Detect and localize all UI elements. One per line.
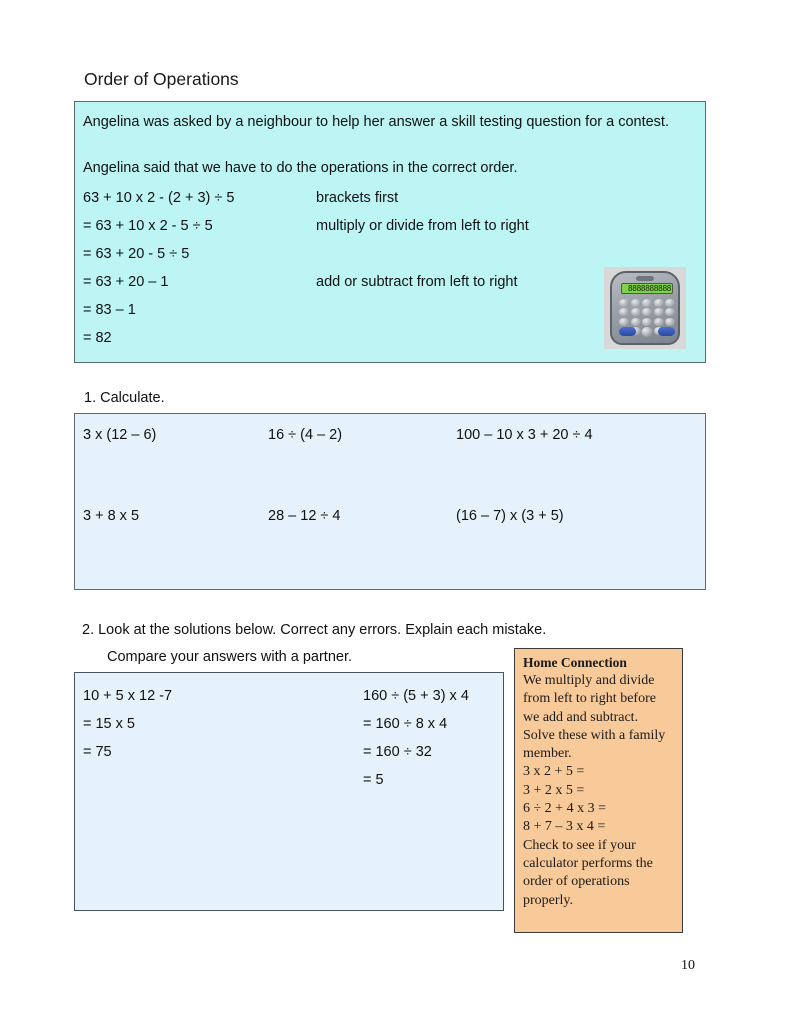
question-2-prompt-line-1: 2. Look at the solutions below. Correct any errors. Explain each mistake. <box>82 622 547 638</box>
worked-step-note: multiply or divide from left to right <box>316 218 529 234</box>
calculator-key <box>654 299 664 307</box>
home-connection-body-2: Solve these with a family member. <box>523 727 666 762</box>
worked-step-row <box>83 244 701 264</box>
solution-column-right <box>363 682 469 794</box>
solution-line: = 160 ÷ 8 x 4 <box>363 716 448 732</box>
calculator-body <box>610 271 680 345</box>
exercise-item: 100 – 10 x 3 + 20 ÷ 4 <box>456 427 593 443</box>
worked-step-note: brackets first <box>316 190 399 206</box>
calculator-key <box>642 318 652 326</box>
question-2-prompt-line-2: Compare your answers with a partner. <box>107 649 352 665</box>
solution-line: 160 ÷ (5 + 3) x 4 <box>363 688 469 704</box>
home-connection-box <box>514 648 683 933</box>
calculator-top-nub <box>636 276 654 281</box>
lesson-paragraph-1: Angelina was asked by a neighbour to help her answer a skill testing question for a contest. <box>83 114 669 130</box>
solution-line: 10 + 5 x 12 -7 <box>83 688 173 704</box>
home-connection-problem: 3 + 2 x 5 = <box>523 782 585 798</box>
calculator-key <box>642 299 652 307</box>
worked-step-expression: = 82 <box>83 330 112 346</box>
calculator-key <box>654 318 664 326</box>
exercise-item: 28 – 12 ÷ 4 <box>268 508 341 524</box>
calculator-bottom-keys <box>619 327 675 338</box>
solution-line: = 5 <box>363 772 384 788</box>
page-title: Order of Operations <box>84 69 239 89</box>
solution-column-left <box>83 682 172 766</box>
solution-line: = 160 ÷ 32 <box>363 744 432 760</box>
question-1-prompt: 1. Calculate. <box>84 390 165 406</box>
worked-step-row <box>83 216 701 236</box>
home-connection-body-1: We multiply and divide from left to right before we add and subtract. <box>523 673 656 725</box>
calculator-blue-key-right <box>658 327 675 336</box>
worked-step-expression: 63 + 10 x 2 - (2 + 3) ÷ 5 <box>83 190 235 206</box>
exercise-item: 16 ÷ (4 – 2) <box>268 427 343 443</box>
calculator-round-key <box>642 327 653 337</box>
page-number: 10 <box>681 958 695 973</box>
question-2-solutions-box[interactable] <box>74 672 504 911</box>
exercise-item: (16 – 7) x (3 + 5) <box>456 508 564 524</box>
worked-step-expression: = 83 – 1 <box>83 302 136 318</box>
calculator-photo <box>604 267 686 349</box>
lesson-paragraph-2: Angelina said that we have to do the operations in the correct order. <box>83 160 518 176</box>
home-connection-title: Home Connection <box>523 655 627 670</box>
worked-step-expression: = 63 + 20 - 5 ÷ 5 <box>83 246 190 262</box>
lesson-example-box <box>74 101 706 363</box>
calculator-key <box>642 308 652 316</box>
home-connection-problem: 8 + 7 – 3 x 4 = <box>523 819 606 835</box>
home-connection-body-3: Check to see if your calculator performs the order of operations properly. <box>523 837 653 908</box>
calculator-key <box>665 299 675 307</box>
calculator-key <box>631 318 641 326</box>
calculator-key <box>631 308 641 316</box>
exercise-item: 3 + 8 x 5 <box>83 508 140 524</box>
worked-step-note: add or subtract from left to right <box>316 274 518 290</box>
calculator-key <box>619 308 629 316</box>
calculator-blue-key-left <box>619 327 636 336</box>
solution-line: = 15 x 5 <box>83 716 135 732</box>
exercise-item: 3 x (12 – 6) <box>83 427 157 443</box>
worked-step-expression: = 63 + 20 – 1 <box>83 274 169 290</box>
home-connection-problem: 6 ÷ 2 + 4 x 3 = <box>523 801 606 817</box>
worked-step-row <box>83 188 701 208</box>
calculator-key <box>619 318 629 326</box>
calculator-key <box>631 299 641 307</box>
question-1-answer-box[interactable] <box>74 413 706 590</box>
calculator-key <box>665 318 675 326</box>
calculator-key <box>654 308 664 316</box>
solution-line: = 75 <box>83 744 112 760</box>
calculator-display: 8888888888 <box>621 283 673 294</box>
worked-step-expression: = 63 + 10 x 2 - 5 ÷ 5 <box>83 218 213 234</box>
calculator-key <box>619 299 629 307</box>
calculator-key <box>665 308 675 316</box>
home-connection-problem: 3 x 2 + 5 = <box>523 764 585 780</box>
